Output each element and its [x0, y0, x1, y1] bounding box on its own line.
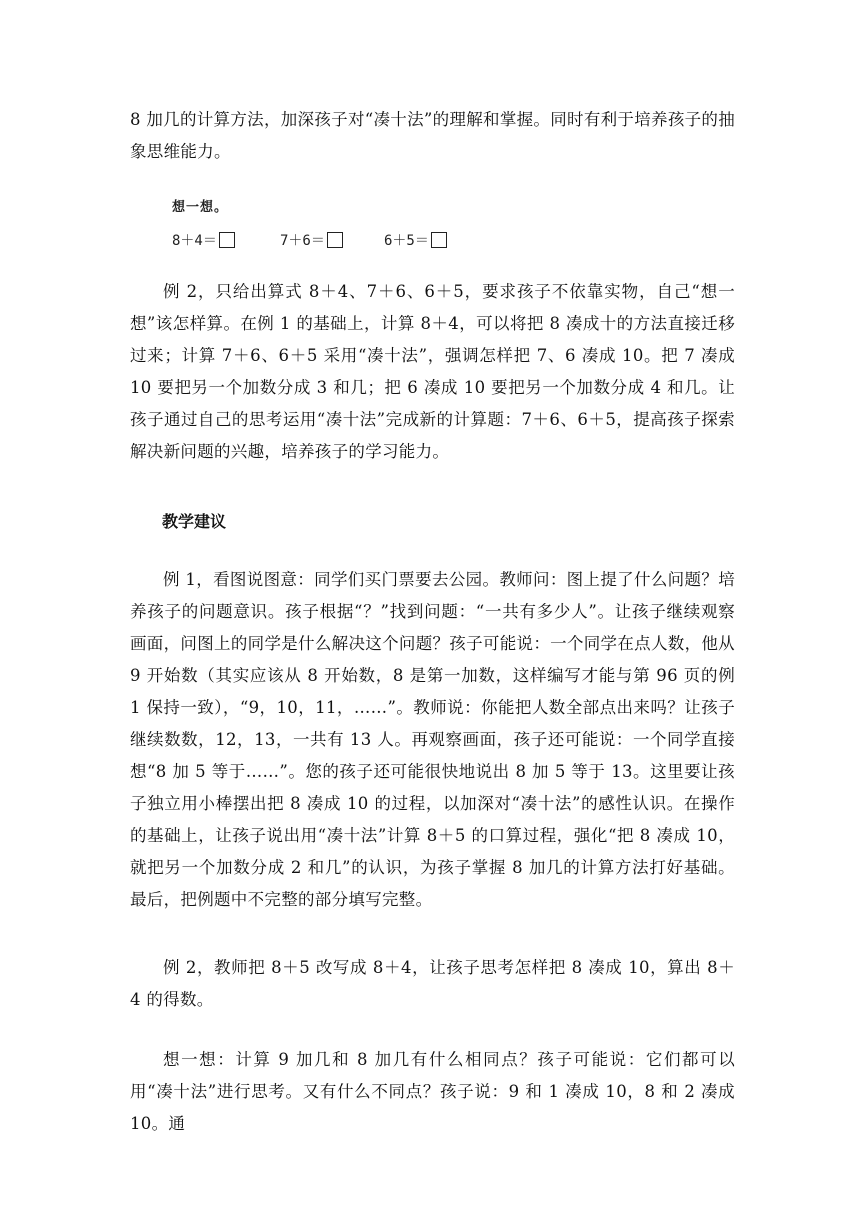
example2-analysis-paragraph: 例 2，只给出算式 8＋4、7＋6、6＋5，要求孩子不依靠实物，自己“想一想”该怎样算。在例 1 的基础上，计算 8＋4，可以将把 8 凑成十的方法直接迁移过来；计算 7＋6、6＋5 采用“凑十法”，强调怎样把 7、6 凑成 10。把 7 凑成 10 要把另一个加数分成 3 和几；把 6 凑成 10 要把另一个加数分成 4 和几。让孩子通过自己的思考运用“凑十法”完成新的计算题：7＋6、6＋5，提高孩子探索解决新问题的兴趣，培养孩子的学习能力。 — [130, 282, 735, 461]
suggestion-example1-paragraph: 例 1，看图说图意：同学们买门票要去公园。教师问：图上提了什么问题？培养孩子的问题意识。孩子根据“？”找到问题：“一共有多少人”。让孩子继续观察画面，问图上的同学是什么解决这个问题？孩子可能说：一个同学在点人数，他从 9 开始数（其实应该从 8 开始数，8 是第一加数，这样编写才能与第 96 页的例 1 保持一致），“9，10，11，……”。教师说：你能把人数全部点出来吗？让孩子继续数数，12，13，一共有 13 人。再观察画面，孩子还可能说：一个同学直接想“8 加 5 等于……”。您的孩子还可能很快地说出 8 加 5 等于 13。这里要让孩子独立用小棒摆出把 8 凑成 10 的过程，以加深对“凑十法”的感性认识。在操作的基础上，让孩子说出用“凑十法”计算 8＋5 的口算过程，强化“把 8 凑成 10，就把另一个加数分成 2 和几”的认识，为孩子掌握 8 加几的计算方法打好基础。最后，把例题中不完整的部分填写完整。 — [130, 570, 735, 909]
think-exercise-figure — [168, 196, 468, 256]
suggestion-think-paragraph: 想一想：计算 9 加几和 8 加几有什么相同点？孩子可能说：它们都可以用“凑十法”进行思考。又有什么不同点？孩子说：9 和 1 凑成 10，8 和 2 凑成 10。通 — [130, 1050, 735, 1133]
equation-1-expr: 8＋4＝ — [172, 233, 217, 249]
equation-3 — [384, 230, 447, 250]
equation-3-expr: 6＋5＝ — [384, 233, 429, 249]
empty-answer-box-icon — [219, 232, 235, 248]
equation-1 — [172, 230, 235, 250]
section-heading: 教学建议 — [162, 512, 227, 531]
intro-paragraph: 8 加几的计算方法，加深孩子对“凑十法”的理解和掌握。同时有利于培养孩子的抽象思维能力。 — [130, 110, 736, 161]
figure-title: 想一想。 — [172, 200, 229, 215]
equation-2-expr: 7＋6＝ — [280, 233, 325, 249]
equation-2 — [280, 230, 343, 250]
empty-answer-box-icon — [431, 232, 447, 248]
suggestion-example2-paragraph: 例 2，教师把 8＋5 改写成 8＋4，让孩子思考怎样把 8 凑成 10，算出 8＋4 的得数。 — [130, 958, 735, 1009]
empty-answer-box-icon — [327, 232, 343, 248]
